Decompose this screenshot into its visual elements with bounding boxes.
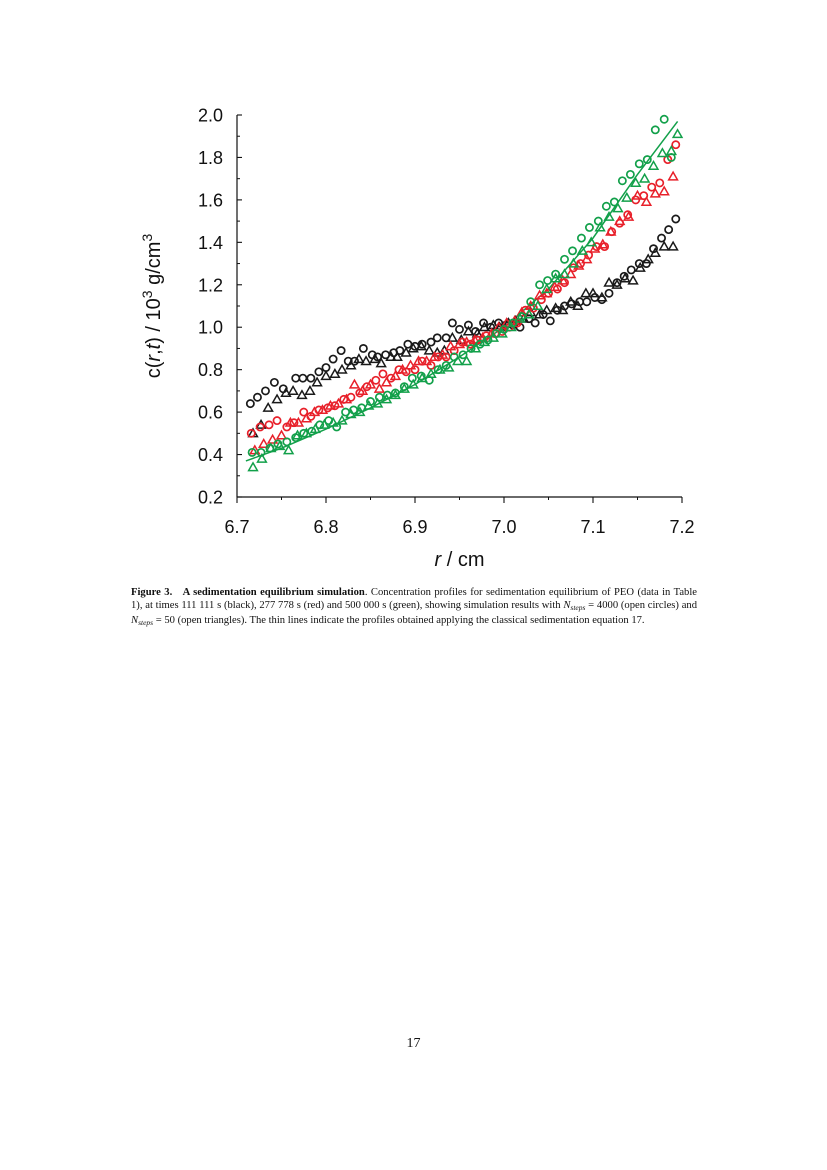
data-point-black-circle xyxy=(532,319,539,326)
data-point-black-circle xyxy=(271,379,278,386)
data-point-green-circle xyxy=(544,277,551,284)
data-point-green-circle xyxy=(661,116,668,123)
data-point-green-circle xyxy=(603,203,610,210)
caption-steps-sub-2: steps xyxy=(138,617,154,627)
data-point-black-triangle xyxy=(660,242,669,250)
data-point-black-circle xyxy=(605,290,612,297)
chart-axis-labels xyxy=(139,234,485,571)
data-point-black-circle xyxy=(547,317,554,324)
data-point-green-circle xyxy=(586,224,593,231)
data-point-green-circle xyxy=(561,256,568,263)
data-point-green-circle xyxy=(636,160,643,167)
caption-title: A sedimentation equilibrium simulation xyxy=(182,587,365,598)
data-point-black-circle xyxy=(628,266,635,273)
data-point-black-circle xyxy=(456,326,463,333)
y-tick-label: 1.6 xyxy=(197,190,223,211)
data-point-black-circle xyxy=(315,368,322,375)
data-point-black-circle xyxy=(665,226,672,233)
data-point-black-triangle xyxy=(306,386,315,394)
y-tick-label: 2.0 xyxy=(197,105,223,126)
caption-text-c: = 50 (open triangles). The thin lines indicate the profiles obtained applying the classical sedimentation equation 17. xyxy=(153,614,645,626)
data-point-red-triangle xyxy=(350,380,359,388)
y-tick-label: 1.4 xyxy=(197,232,223,253)
data-point-black-triangle xyxy=(289,386,298,394)
caption-text-b: = 4000 (open circles) and xyxy=(585,599,697,611)
y-tick-label: 0.2 xyxy=(197,487,223,508)
data-point-green-circle xyxy=(652,126,659,133)
data-point-black-circle xyxy=(330,355,337,362)
data-point-black-triangle xyxy=(273,395,282,403)
data-point-black-circle xyxy=(672,215,679,222)
data-point-black-triangle xyxy=(338,365,347,373)
page-number: 17 xyxy=(406,1036,421,1051)
data-point-black-circle xyxy=(262,387,269,394)
data-point-green-circle xyxy=(619,177,626,184)
data-point-red-circle xyxy=(656,179,663,186)
caption-label: Figure 3. xyxy=(131,587,173,598)
y-tick-label: 1.8 xyxy=(197,147,223,168)
y-tick-label: 1.0 xyxy=(197,317,223,338)
data-point-black-circle xyxy=(307,375,314,382)
data-point-green-triangle xyxy=(658,149,667,157)
data-point-black-circle xyxy=(360,345,367,352)
data-point-black-triangle xyxy=(629,276,638,284)
data-point-red-circle xyxy=(273,417,280,424)
data-point-green-circle xyxy=(536,281,543,288)
x-tick-label: 7.0 xyxy=(491,517,517,537)
data-point-red-circle xyxy=(427,362,434,369)
caption-text-a: . Concentration profiles for sedimentation equilibrium of PEO (data in Table 1), at times 111 111 s (black), 277 778 s (red) and 500 000 s (green), showing simulation results with xyxy=(131,587,697,611)
data-point-red-circle xyxy=(672,141,679,148)
data-point-green-triangle xyxy=(587,238,596,246)
data-point-green-circle xyxy=(569,247,576,254)
x-tick-label: 7.1 xyxy=(580,517,606,537)
data-point-black-circle xyxy=(338,347,345,354)
data-point-black-circle xyxy=(299,375,306,382)
data-point-green-triangle xyxy=(640,174,649,182)
data-point-black-circle xyxy=(658,234,665,241)
data-point-red-circle xyxy=(372,377,379,384)
chart-axes xyxy=(198,106,695,538)
y-tick-label: 0.4 xyxy=(197,445,223,466)
x-tick-label: 7.2 xyxy=(669,517,695,537)
data-point-red-triangle xyxy=(669,172,678,180)
data-point-black-circle xyxy=(404,341,411,348)
data-point-green-triangle xyxy=(249,463,258,471)
data-point-red-circle xyxy=(411,366,418,373)
data-point-red-triangle xyxy=(660,187,669,195)
x-tick-label: 6.8 xyxy=(313,517,339,537)
data-point-green-circle xyxy=(578,234,585,241)
x-axis-label: r / cm xyxy=(434,549,485,571)
caption-steps-sub-1: steps xyxy=(570,602,586,612)
data-point-black-circle xyxy=(322,364,329,371)
x-tick-label: 6.7 xyxy=(224,517,250,537)
data-point-green-circle xyxy=(627,171,634,178)
data-point-black-triangle xyxy=(669,242,678,250)
figure-caption xyxy=(131,587,697,629)
data-point-black-triangle xyxy=(605,278,614,286)
data-point-black-circle xyxy=(583,298,590,305)
data-point-black-circle xyxy=(434,334,441,341)
data-point-black-circle xyxy=(449,319,456,326)
x-tick-label: 6.9 xyxy=(402,517,428,537)
chart-series-layer xyxy=(246,116,682,471)
data-point-black-circle xyxy=(292,375,299,382)
data-point-red-triangle xyxy=(277,431,286,439)
caption-n-symbol-1: N xyxy=(563,599,571,611)
caption-n-symbol-2: N xyxy=(131,614,139,626)
data-point-red-circle xyxy=(379,370,386,377)
data-point-black-circle xyxy=(254,394,261,401)
y-axis-label: $c(r,t) / 10^3$ $g/cm^3$ xyxy=(139,233,165,379)
y-tick-label: 1.2 xyxy=(197,275,223,296)
y-tick-label: 0.6 xyxy=(197,402,223,423)
y-tick-label: 0.8 xyxy=(197,360,223,381)
data-point-black-circle xyxy=(247,400,254,407)
data-point-red-circle xyxy=(265,421,272,428)
data-point-green-triangle xyxy=(673,130,682,138)
data-point-black-triangle xyxy=(264,403,273,411)
